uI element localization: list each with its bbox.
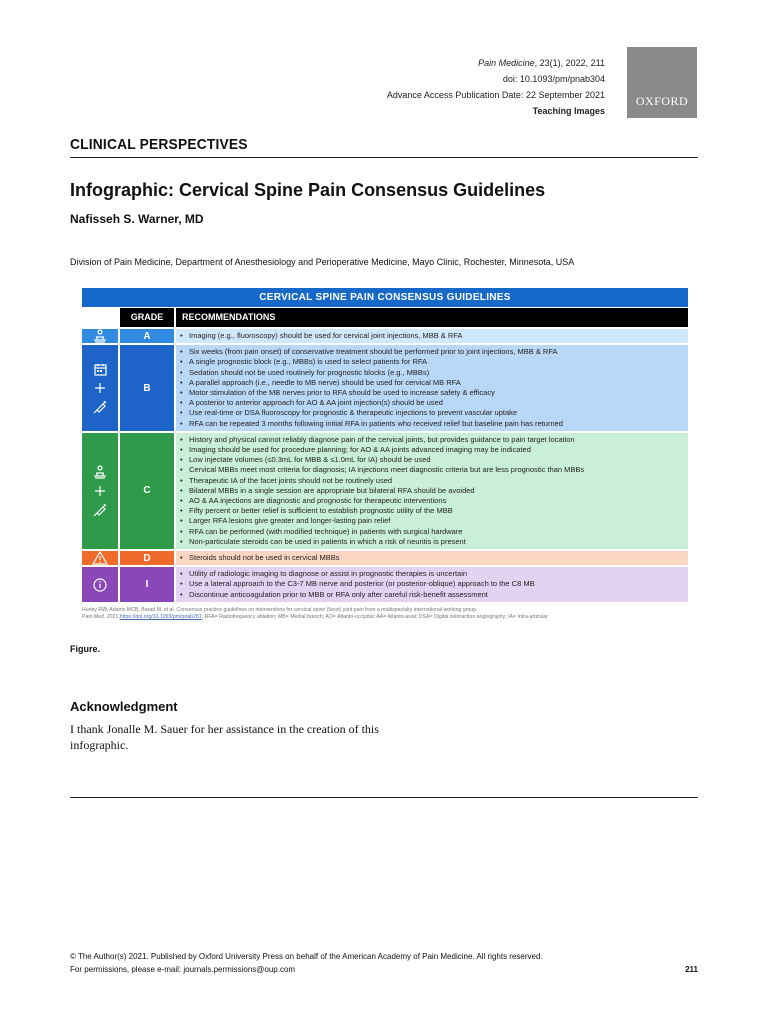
recommendation-item: • A parallel approach (i.e., needle to MB nerve) should be used for cervical MB RFA: [180, 378, 684, 388]
permissions-notice: For permissions, please e-mail: journals.permissions@oup.com: [70, 965, 296, 974]
infographic: [82, 288, 688, 621]
grade-row-a: [82, 329, 688, 343]
recommendation-item: • A single prognostic block (e.g., MBBs) is used to select patients for RFA: [180, 357, 684, 367]
figure-label: Figure.: [70, 644, 101, 654]
oxford-logo: OXFORD: [627, 47, 697, 118]
divider: [70, 157, 698, 158]
plus-icon: [94, 382, 106, 394]
recommendations-column-header: RECOMMENDATIONS: [176, 308, 688, 327]
infographic-title: CERVICAL SPINE PAIN CONSENSUS GUIDELINES: [82, 288, 688, 307]
needle-icon: [93, 503, 107, 517]
recommendation-item: • Larger RFA lesions give greater and longer-lasting pain relief: [180, 516, 684, 526]
doi[interactable]: doi: 10.1093/pm/pnab304: [502, 74, 605, 84]
recommendation-item: • Imaging (e.g., fluoroscopy) should be used for cervical joint injections, MBB & RFA: [180, 331, 684, 341]
recommendation-item: • A posterior to anterior approach for AO & AA joint injection(s) should be used: [180, 398, 684, 408]
grade-row-b: [82, 345, 688, 431]
recommendation-list: [176, 567, 688, 602]
acknowledgment-heading: Acknowledgment: [70, 699, 178, 714]
recommendation-list: [176, 433, 688, 549]
recommendation-item: • Discontinue anticoagulation prior to MBB or RFA only after careful risk-benefit assessment: [180, 590, 684, 600]
journal-name: Pain Medicine: [478, 58, 535, 68]
advance-access-date: Advance Access Publication Date: 22 September 2021: [386, 90, 605, 100]
citation-line-1: Hurley RW, Adams MCB, Barad M, et al. Consensus practice guidelines on interventions for cervical spine (facet) joint pain from a multispecialty international working group.: [82, 606, 478, 613]
grade-icons: [82, 433, 118, 549]
journal-citation: [387, 55, 605, 71]
section-label: CLINICAL PERSPECTIVES: [70, 136, 248, 153]
infographic-citation: [82, 607, 688, 621]
copyright-notice: © The Author(s) 2021. Published by Oxford University Press on behalf of the American Academy of Pain Medicine. All rights reserved.: [70, 952, 543, 961]
journal-volume: , 23(1), 2022, 211: [534, 58, 605, 68]
recommendation-item: • RFA can be performed (with modified technique) in patients with surgical hardware: [180, 527, 684, 537]
recommendation-item: • Steroids should not be used in cervical MBBs: [180, 553, 684, 563]
warning-icon: [92, 551, 108, 565]
recommendation-item: • Imaging should be used for procedure planning; for AO & AA joints advanced imaging may be indicated: [180, 445, 684, 455]
recommendation-item: • Fifty percent or better relief is sufficient to establish prognostic utility of the MBB: [180, 506, 684, 516]
recommendation-item: • Bilateral MBBs in a single session are appropriate but bilateral RFA should be avoided: [180, 486, 684, 496]
infographic-header-row: [82, 308, 688, 327]
recommendation-item: • RFA can be repeated 3 months following initial RFA in patients who received relief but baseline pain has returned: [180, 419, 684, 429]
recommendation-item: • Motor stimulation of the MB nerves prior to RFA should be used to increase safety & efficacy: [180, 388, 684, 398]
recommendation-item: • Six weeks (from pain onset) of conservative treatment should be performed prior to joint injections, MBB & RFA: [180, 347, 684, 357]
info-icon: [93, 578, 107, 592]
grade-icons: [82, 345, 118, 431]
recommendation-item: • Therapeutic IA of the facet joints should not be routinely used: [180, 476, 684, 486]
recommendation-list: [176, 551, 688, 565]
grade-label: B: [120, 345, 174, 431]
article-author: Nafisseh S. Warner, MD: [70, 212, 204, 226]
recommendation-item: • Sedation should not be used routinely for prognostic blocks (e.g., MBBs): [180, 368, 684, 378]
grade-label: D: [120, 551, 174, 565]
icon-column-header: [82, 308, 118, 327]
grade-row-c: [82, 433, 688, 549]
page-number: 211: [685, 965, 698, 974]
recommendation-item: • Use a lateral approach to the C3-7 MB nerve and posterior (or posterior-oblique) approach to the C8 MB: [180, 579, 684, 589]
recommendation-item: • History and physical cannot reliably diagnose pain of the cervical joints, but provides guidance to pain target location: [180, 435, 684, 445]
procedure-icon: [92, 329, 108, 343]
divider: [70, 797, 698, 798]
acknowledgment-text: I thank Jonalle M. Sauer for her assistance in the creation of this infographic.: [70, 722, 379, 752]
grade-column-header: GRADE: [120, 308, 174, 327]
grade-row-i: [82, 567, 688, 602]
recommendation-item: • Use real-time or DSA fluoroscopy for prognostic & therapeutic injections to prevent vascular uptake: [180, 408, 684, 418]
recommendation-item: • Non-particulate steroids can be used in patients in which a risk of neuritis is present: [180, 537, 684, 547]
grade-icons: [82, 567, 118, 602]
recommendation-item: • Cervical MBBs meet most criteria for diagnosis; IA injections meet diagnostic criteria but are less prognostic than MBBs: [180, 465, 684, 475]
needle-icon: [93, 400, 107, 414]
recommendation-item: • Low injectate volumes (≤0.3mL for MBB & ≤1.0mL for IA) should be used: [180, 455, 684, 465]
grade-icons: [82, 329, 118, 343]
recommendation-list: [176, 329, 688, 343]
procedure-icon: [92, 465, 108, 479]
grade-label: C: [120, 433, 174, 549]
citation-line-2: [82, 614, 688, 621]
author-affiliation: Division of Pain Medicine, Department of Anesthesiology and Perioperative Medicine, Mayo Clinic, Rochester, Minnesota, USA: [70, 257, 575, 267]
grade-row-d: [82, 551, 688, 565]
grade-label: A: [120, 329, 174, 343]
grade-label: I: [120, 567, 174, 602]
grade-icons: [82, 551, 118, 565]
article-category: Teaching Images: [532, 106, 605, 116]
citation-journal: Pain Med. 2021;: [82, 613, 120, 620]
citation-abbreviations: ; RFA= Radiofrequency ablation; MB= Medial branch; AO= Atlanto-occipital; AA= Atlanto-axial; DSA= Digital subtraction angiography; IA= Intra-articular: [201, 613, 549, 620]
article-title: Infographic: Cervical Spine Pain Consensus Guidelines: [70, 180, 546, 200]
citation-link[interactable]: https://doi.org/10.1093/pm/pnab281: [119, 613, 202, 620]
calendar-icon: [94, 363, 107, 376]
recommendation-list: [176, 345, 688, 431]
journal-header: [387, 55, 605, 119]
plus-icon: [94, 485, 106, 497]
grade-rows: [82, 329, 688, 602]
recommendation-item: • AO & AA injections are diagnostic and prognostic for therapeutic interventions: [180, 496, 684, 506]
recommendation-item: • Utility of radiologic imaging to diagnose or assist in prognostic therapies is uncertain: [180, 569, 684, 579]
